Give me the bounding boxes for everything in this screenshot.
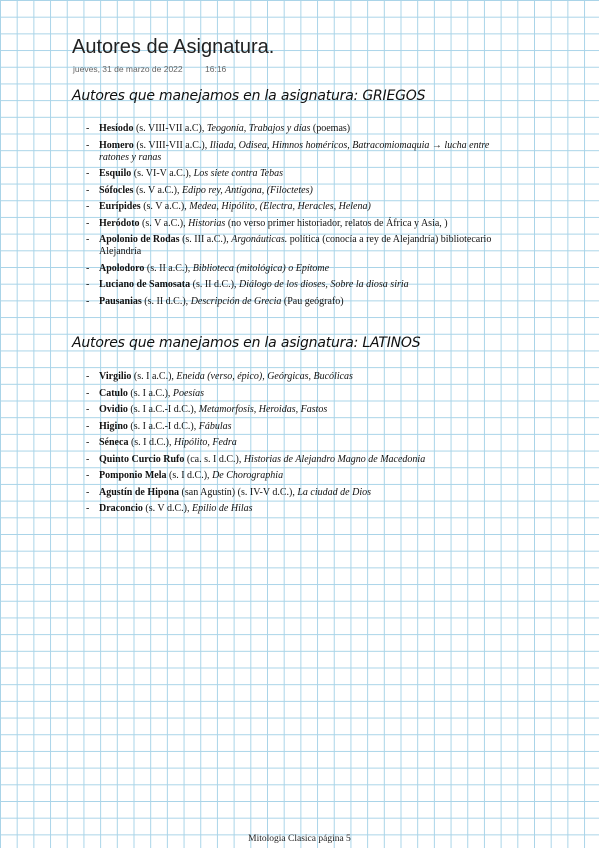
author-period: (s. I d.C.),: [166, 470, 213, 481]
author-name: Sófocles: [99, 184, 134, 196]
list-bullet: -: [86, 168, 90, 180]
author-period: (s. I a.C.-I d.C.),: [127, 420, 199, 432]
author-works: Edipo rey, Antígona, (Filoctetes): [181, 184, 313, 196]
author-works: Poesías: [172, 387, 205, 399]
author-works: La ciudad de Dios: [297, 486, 371, 498]
author-list-item: [86, 487, 516, 499]
author-period: (ca. s. I d.C.),: [184, 453, 244, 465]
list-bullet: -: [86, 404, 90, 415]
author-period: (san Agustín) (s. IV-V d.C.),: [179, 486, 298, 498]
author-list-item: [86, 404, 516, 416]
list-bullet: -: [86, 503, 90, 514]
author-list-item: [86, 470, 516, 482]
author-name: Homero: [99, 139, 134, 151]
author-period: (s. II a.C.),: [144, 262, 193, 274]
author-works: Metamorfosis, Heroidas, Fastos: [198, 404, 328, 415]
author-name: Agustín de Hipona: [99, 486, 180, 498]
author-list-item: [86, 234, 516, 258]
author-works: Diálogo de los dioses, Sobre la diosa siria: [239, 279, 409, 291]
list-bullet: -: [86, 295, 90, 307]
author-works: Teogonía, Trabajos y días: [206, 123, 311, 134]
author-works: Descripción de Grecia: [190, 295, 282, 307]
list-bullet: -: [86, 123, 90, 134]
list-bullet: -: [86, 279, 90, 291]
author-name: Apolonio de Rodas: [99, 234, 180, 246]
author-list-item: [86, 263, 516, 275]
author-works: Historias de Alejandro Magno de Macedonia: [243, 453, 426, 465]
section-heading-griegos: Autores que manejamos en la asignatura: GRIEGOS: [72, 88, 426, 104]
list-bullet: -: [86, 234, 90, 246]
author-period: (s. I d.C.),: [128, 437, 175, 448]
author-name: Draconcio: [99, 503, 143, 514]
author-list-item: [86, 503, 516, 515]
author-period: (s. VI-V a.C.),: [131, 168, 194, 180]
author-list-item: [86, 218, 516, 230]
author-list-item: [86, 185, 516, 197]
list-bullet: -: [86, 217, 90, 229]
author-list-item: [86, 279, 516, 291]
page-date: jueves, 31 de marzo de 2022: [73, 64, 183, 74]
author-name: Pomponio Mela: [99, 470, 167, 481]
page-time: 16:16: [205, 64, 227, 74]
author-name: Apolodoro: [99, 262, 145, 274]
author-period: (s. VIII-VII a.C),: [133, 123, 207, 134]
author-period: (s. I a.C.-I d.C.),: [127, 404, 199, 415]
author-works: Los siete contra Tebas: [193, 168, 284, 180]
author-period: (s. III a.C.),: [179, 234, 232, 246]
list-bullet: -: [86, 262, 90, 274]
author-period: (s. V a.C.),: [133, 184, 182, 196]
author-works: Iliada, Odisea, Himnos homéricos, Batracomiomaquia → lucha entre ratones y ranas: [99, 139, 490, 163]
author-works: Historias: [188, 217, 226, 229]
page-title: Autores de Asignatura.: [72, 36, 275, 58]
author-name: Esquilo: [99, 168, 132, 180]
author-list-item: [86, 437, 516, 449]
author-list-item: [86, 421, 516, 433]
list-bullet: -: [86, 437, 90, 448]
author-list-item: [86, 123, 516, 135]
author-list-item: [86, 201, 516, 213]
author-period: (s. II d.C.),: [141, 295, 191, 307]
author-name: Eurípides: [99, 201, 141, 213]
author-name: Catulo: [99, 387, 128, 399]
author-name: Virgilio: [99, 371, 132, 382]
author-notes: (poemas): [310, 123, 351, 134]
list-bullet: -: [86, 201, 90, 213]
list-bullet: -: [86, 371, 90, 382]
author-period: (s. V a.C.),: [139, 217, 189, 229]
author-list-item: [86, 454, 516, 466]
author-notes: (Pau geógrafo): [281, 295, 344, 307]
author-period: (s. V d.C.),: [142, 503, 192, 514]
author-name: Luciano de Samosata: [99, 279, 191, 291]
author-name: Higino: [99, 420, 128, 432]
list-bullet: -: [86, 184, 90, 196]
author-period: (s. II d.C.),: [190, 279, 240, 291]
author-period: (s. V a.C.),: [140, 201, 190, 213]
author-name: Heródoto: [99, 217, 140, 229]
author-period: (s. VIII-VII a.C.),: [133, 139, 210, 151]
author-name: Ovidio: [99, 404, 128, 415]
author-list-item: [86, 388, 516, 400]
author-works: Eneida (verso, épico), Geórgicas, Bucólicas: [176, 371, 353, 382]
author-list-item: [86, 296, 516, 308]
author-list-item: [86, 371, 516, 383]
list-bullet: -: [86, 139, 90, 151]
list-bullet: -: [86, 486, 90, 498]
list-bullet: -: [86, 470, 90, 481]
page-metadata: [73, 64, 226, 74]
author-works: Medea, Hipólito, (Electra, Heracles, Helena): [189, 201, 371, 213]
author-works: De Chorographia: [212, 470, 284, 481]
author-works: Argonáuticas.: [231, 234, 288, 246]
author-list-item: [86, 168, 516, 180]
author-list-griegos: [86, 123, 516, 312]
list-bullet: -: [86, 420, 90, 432]
list-bullet: -: [86, 453, 90, 465]
author-works: Biblioteca (mitológica) o Epítome: [192, 262, 330, 274]
section-heading-latinos: Autores que manejamos en la asignatura: LATINOS: [72, 335, 421, 351]
author-period: (s. I a.C.),: [131, 371, 177, 382]
author-list-item: [86, 140, 516, 164]
author-works: Fábulas: [198, 420, 232, 432]
author-name: Quinto Curcio Rufo: [99, 453, 185, 465]
page-footer: Mitologia Clasica página 5: [248, 834, 351, 844]
author-name: Séneca: [99, 437, 129, 448]
author-name: Hesíodo: [99, 123, 134, 134]
author-works: Epilio de Hilas: [191, 503, 253, 514]
list-bullet: -: [86, 387, 90, 399]
author-notes: (no verso primer historiador, relatos de África y Asia, ): [225, 217, 448, 229]
author-works: Hipólito, Fedra: [174, 437, 237, 448]
author-period: (s. I a.C.),: [127, 387, 173, 399]
author-name: Pausanias: [99, 295, 142, 307]
author-notes: política (conocía a rey de Alejandría) bibliotecario Alejandría: [99, 234, 492, 258]
author-list-latinos: [86, 371, 516, 520]
